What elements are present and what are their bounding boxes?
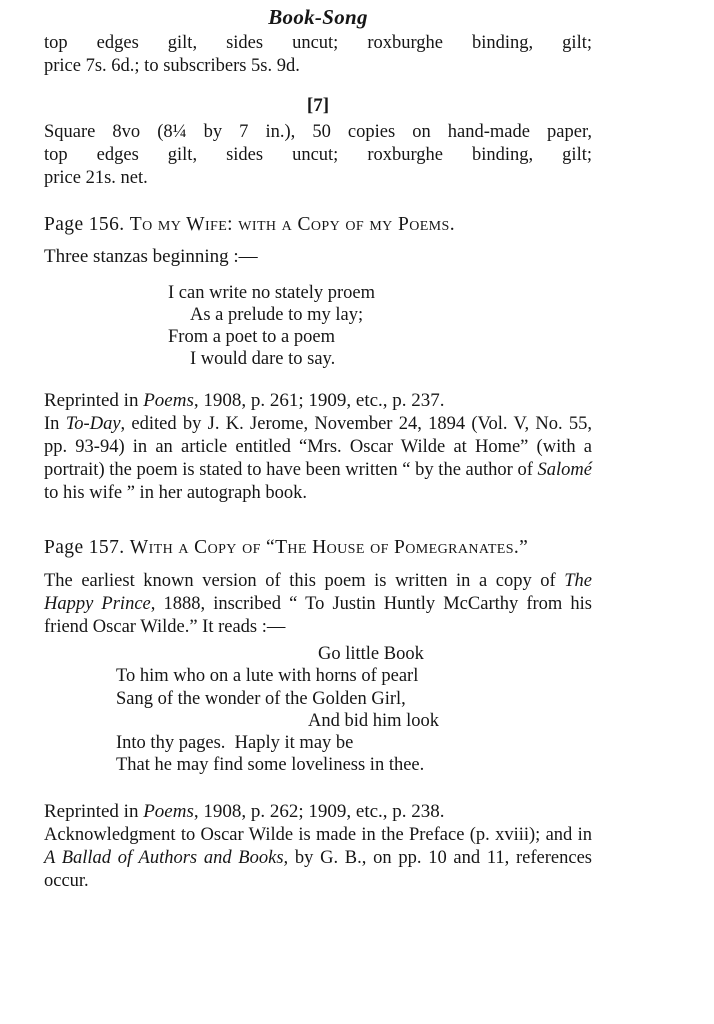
section-number: [7] <box>306 95 330 116</box>
ack-title: A Ballad of Authors and Books, <box>44 847 289 868</box>
stanza-line: As a prelude to my lay; <box>190 305 364 325</box>
section7-line-2: top edges gilt, sides uncut; roxburghe binding, gilt; <box>44 145 592 165</box>
entry1-note <box>44 413 592 505</box>
note-text-1: , edited by J. K. Jerome, November 24, 1894 (Vol. V, No. 55, pp. 93-94) in an article entitled “Mrs. Oscar Wilde at Home” (with a portrait) the poem is stated to have been written “ by the author of <box>44 414 593 480</box>
entry2-para <box>44 570 592 639</box>
entry2-acknowledgment <box>44 824 592 893</box>
entry1-lead-in: Three stanzas beginning :— <box>44 246 258 267</box>
reprint-title: Poems <box>143 390 194 411</box>
entry2-para-a: The earliest known version of this poem is written in a copy of <box>44 571 565 591</box>
entry2-page-ref: Page 157. <box>44 537 125 558</box>
intro-line-1: top edges gilt, sides uncut; roxburghe binding, gilt; <box>44 33 592 53</box>
entry1-page-ref: Page 156. <box>44 214 125 235</box>
page <box>44 4 592 893</box>
poem-line: Sang of the wonder of the Golden Girl, <box>116 688 406 709</box>
reprint-label: Reprinted in <box>44 800 139 822</box>
reprint-details: , 1908, p. 261; 1909, etc., p. 237. <box>193 390 445 411</box>
entry2-book-title: The Happy Prince <box>44 571 592 614</box>
entry2-para-b: , 1888, inscribed “ To Justin Huntly McCarthy from his friend Oscar Wilde.” It reads :— <box>44 594 592 637</box>
note-in: In <box>44 414 60 434</box>
ack-text-b: by G. B., on pp. 10 and 11, references occur. <box>44 847 593 891</box>
entry1-stanza <box>168 282 592 370</box>
poem-line: Into thy pages. Haply it may be <box>116 733 354 754</box>
reprint-title: Poems <box>143 800 194 822</box>
section7-line-3: price 21s. net. <box>44 168 148 188</box>
stanza-line: I can write no stately proem <box>168 283 376 303</box>
stanza-line: I would dare to say. <box>190 349 336 369</box>
entry2-heading <box>44 535 592 560</box>
note-text-2: to his wife ” in her autograph book. <box>44 483 308 503</box>
note-publication: To-Day <box>65 414 121 434</box>
reprint-label: Reprinted in <box>44 390 139 411</box>
stanza-line: From a poet to a poem <box>168 327 335 347</box>
entry2-reprint <box>44 799 592 824</box>
poem-line: To him who on a lute with horns of pearl <box>116 666 419 687</box>
entry2-title: With a Copy of “The House of Pomegranates.” <box>129 537 529 558</box>
poem-line: Go little Book <box>318 644 424 664</box>
poem-line: And bid him look <box>308 710 440 731</box>
section7-line-1: Square 8vo (8¼ by 7 in.), 50 copies on hand-made paper, <box>44 122 592 142</box>
entry1-heading <box>44 212 592 237</box>
ack-text-a: Acknowledgment to Oscar Wilde is made in the Preface (p. xviii); and in <box>44 824 592 845</box>
intro-line-2: price 7s. 6d.; to subscribers 5s. 9d. <box>44 56 300 76</box>
poem-line: That he may find some loveliness in thee. <box>116 755 425 776</box>
entry1-title: To my Wife: with a Copy of my Poems. <box>129 214 455 235</box>
entry1-reprint <box>44 388 592 413</box>
note-salome: Salomé <box>537 460 592 480</box>
reprint-details: , 1908, p. 262; 1909, etc., p. 238. <box>193 800 445 822</box>
running-head: Book-Song <box>268 5 368 29</box>
entry2-poem <box>116 643 592 777</box>
